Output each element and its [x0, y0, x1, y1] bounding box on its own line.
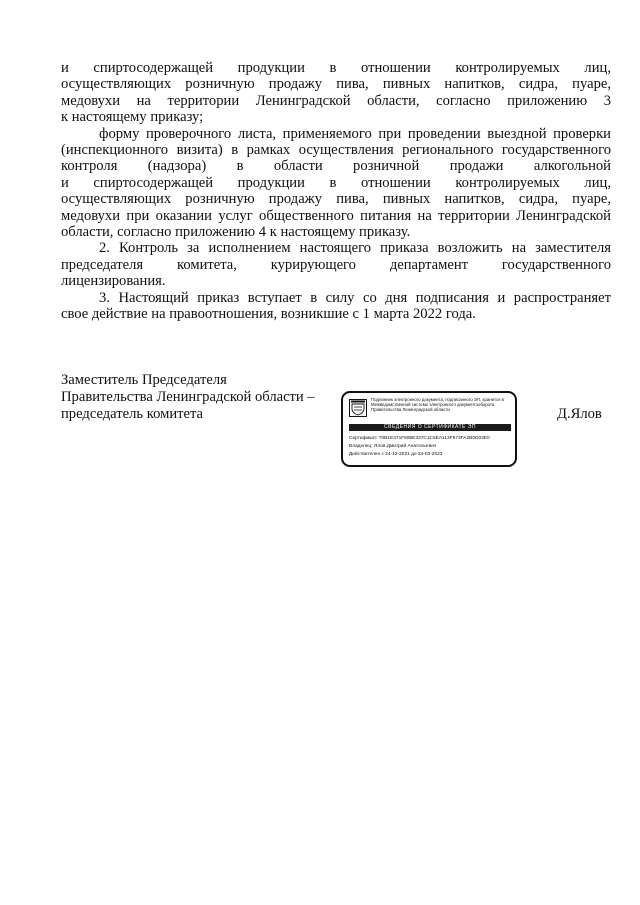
stamp-owner: Владелец: Ялов Дмитрий Анатольевич — [349, 444, 437, 449]
signatory-name: Д.Ялов — [557, 406, 602, 422]
body-line-7: контроля (надзора) в области розничной продажи алкогольной — [61, 158, 611, 175]
stamp-certificate: Сертификат: 70B1E371F595E337C1C5EA113F573FA2B0D03E0 — [349, 436, 490, 441]
stamp-banner: СВЕДЕНИЯ О СЕРТИФИКАТЕ ЭП — [349, 424, 511, 431]
body-line-10: медовухи при оказании услуг общественного питания на территории Ленинградской — [61, 207, 611, 224]
body-line-4: к настоящему приказу; — [61, 109, 204, 126]
body-line-14: лицензирования. — [61, 273, 166, 290]
signatory-line-3: председатель комитета — [61, 406, 204, 422]
body-line-11: области, согласно приложению 4 к настоящему приказу. — [61, 224, 411, 241]
body-line-15: 3. Настоящий приказ вступает в силу со дня подписания и распространяет — [99, 289, 611, 306]
body-line-12: 2. Контроль за исполнением настоящего приказа возложить на заместителя — [99, 240, 611, 257]
body-line-13: председателя комитета, курирующего департамент государственного — [61, 256, 611, 273]
body-line-1: и спиртосодержащей продукции в отношении контролируемых лиц, — [61, 60, 611, 76]
signature-block — [61, 372, 621, 457]
signatory-line-2: Правительства Ленинградской области – — [61, 389, 315, 405]
stamp-header: Подлинник электронного документа, подписанного ЭП, хранится в Межведомственной системе электронного документооборота Правительства Ленинградской области — [371, 397, 504, 413]
stamp-validity: Действителен с 24-12-2021 до 24-03-2023 — [349, 452, 443, 457]
body-line-6: (инспекционного визита) в рамках осуществления регионального государственного — [61, 142, 611, 159]
body-line-16: свое действие на правоотношения, возникшие с 1 марта 2022 года. — [61, 306, 476, 323]
body-line-9: осуществляющих розничную продажу пива, пивных напитков, сидра, пуаре, — [61, 191, 611, 208]
body-line-8: и спиртосодержащей продукции в отношении контролируемых лиц, — [61, 174, 611, 191]
body-line-2: осуществляющих розничную продажу пива, пивных напитков, сидра, пуаре, — [61, 76, 611, 93]
coat-of-arms-icon — [349, 399, 367, 417]
signatory-line-1: Заместитель Председателя — [61, 372, 227, 388]
body-line-5: форму проверочного листа, применяемого при проведении выездной проверки — [99, 125, 611, 142]
document-body — [61, 60, 611, 323]
electronic-signature-stamp — [341, 391, 517, 467]
body-line-3: медовухи на территории Ленинградской области, согласно приложению 3 — [61, 92, 611, 109]
